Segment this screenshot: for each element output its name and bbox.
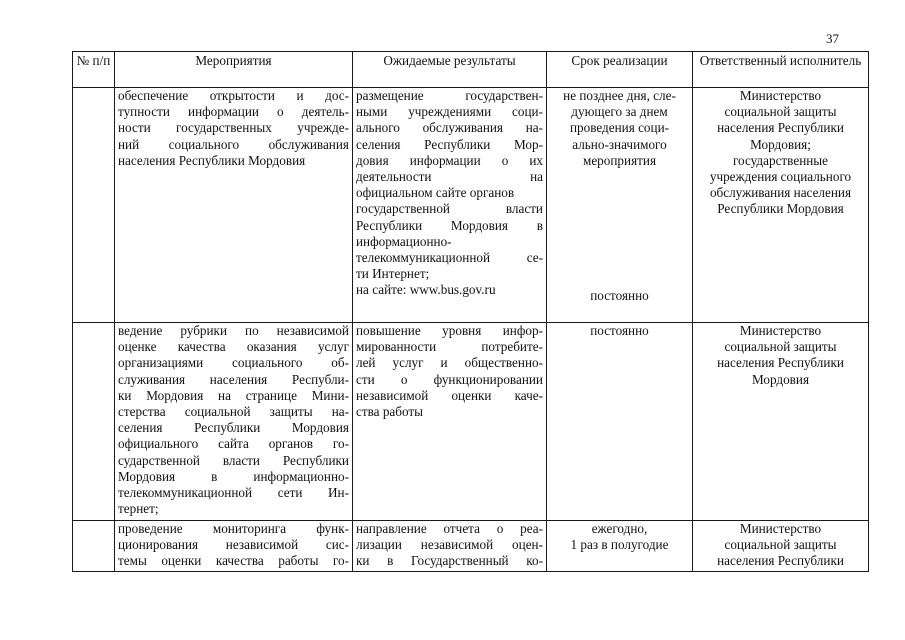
result-line: независимой оценки каче- <box>356 387 543 403</box>
activity-cell <box>115 521 353 572</box>
activity-line: тупности информации о деятель- <box>118 104 349 120</box>
responsible-line: Министерство <box>739 521 822 536</box>
measures-table <box>72 51 869 572</box>
result-line: довия информации о их <box>356 152 543 168</box>
table-row <box>73 88 869 323</box>
term-line: проведения соци- <box>569 120 670 136</box>
header-num: № п/п <box>73 52 115 88</box>
table-header-row <box>73 52 869 88</box>
result-cell <box>353 88 547 323</box>
responsible-line: Мордовия <box>751 371 810 387</box>
term-permanent: постоянно <box>590 287 649 303</box>
activity-line: селения Республики Мордовия <box>118 420 349 436</box>
activity-line: служивания населения Республи- <box>118 371 349 387</box>
responsible-line: социальной защиты <box>724 537 837 553</box>
responsible-cell <box>693 323 869 521</box>
activity-line: проведение мониторинга функ- <box>118 521 349 536</box>
responsible-line: Министерство <box>739 88 822 103</box>
result-line: информационно- <box>356 233 452 249</box>
result-line: ального обслуживания на- <box>356 120 543 136</box>
header-term: Срок реализации <box>547 52 693 88</box>
term-line: ежегодно, <box>591 521 648 536</box>
responsible-line: Мордовия; <box>750 136 811 152</box>
row-number-cell <box>73 88 115 323</box>
responsible-cell <box>693 521 869 572</box>
activity-line: населения Республики Мордовия <box>118 152 306 168</box>
result-line: ства работы <box>356 404 424 420</box>
responsible-line: населения Республики <box>717 553 844 569</box>
term-line: 1 раз в полугодие <box>570 537 669 553</box>
result-line: деятельности на <box>356 169 543 185</box>
term-line: дующего за днем <box>571 104 668 120</box>
result-line: размещение государствен- <box>356 88 543 103</box>
result-line: государственной власти <box>356 201 543 217</box>
activity-line: организациями социального об- <box>118 355 349 371</box>
activity-line: ционирования независимой сис- <box>118 537 349 553</box>
activity-line: телекоммуникационной сети Ин- <box>118 485 349 501</box>
term-line: мероприятия <box>582 152 657 168</box>
term-cell <box>547 88 693 323</box>
responsible-cell <box>693 88 869 323</box>
responsible-line: социальной защиты <box>724 339 837 355</box>
header-activities: Мероприятия <box>115 52 353 88</box>
activity-line: сударственной власти Республики <box>118 452 349 468</box>
header-results: Ожидаемые результаты <box>353 52 547 88</box>
result-line: ти Интернет; <box>356 266 430 282</box>
row-number-cell <box>73 521 115 572</box>
activity-line: оценке качества оказания услуг <box>118 339 349 355</box>
responsible-line: Республики Мордовия <box>717 201 844 217</box>
result-line: повышение уровня инфор- <box>356 323 543 338</box>
responsible-line: обслуживания населения <box>709 185 852 201</box>
result-cell <box>353 521 547 572</box>
result-line: телекоммуникационной се- <box>356 250 543 266</box>
term-cell <box>547 521 693 572</box>
term-line: постоянно <box>590 323 649 338</box>
responsible-line: населения Республики <box>717 355 844 371</box>
activity-line: ности государственных учрежде- <box>118 120 349 136</box>
responsible-line: учреждения социального <box>709 169 852 185</box>
result-line: на сайте: www.bus.gov.ru <box>356 282 496 298</box>
activity-line: темы оценки качества работы го- <box>118 553 349 569</box>
result-line: мированности потребите- <box>356 339 543 355</box>
activity-line: ний социального обслуживания <box>118 136 349 152</box>
result-cell <box>353 323 547 521</box>
result-line: ными учреждениями соци- <box>356 104 543 120</box>
activity-line: обеспечение открытости и дос- <box>118 88 349 103</box>
result-line: лей услуг и общественно- <box>356 355 543 371</box>
activity-line: Мордовия в информационно- <box>118 468 349 484</box>
result-line: ки в Государственный ко- <box>356 553 543 569</box>
activity-line: стерства социальной защиты на- <box>118 404 349 420</box>
responsible-line: Министерство <box>739 323 822 338</box>
result-line: лизации независимой оцен- <box>356 537 543 553</box>
row-number-cell <box>73 323 115 521</box>
activity-line: тернет; <box>118 501 159 517</box>
table-row <box>73 323 869 521</box>
table-row <box>73 521 869 572</box>
activity-cell <box>115 88 353 323</box>
result-line: селения Республики Мор- <box>356 136 543 152</box>
term-cell <box>547 323 693 521</box>
term-line: не позднее дня, сле- <box>563 88 676 103</box>
activity-line: ведение рубрики по независимой <box>118 323 349 338</box>
activity-line: официального сайта органов го- <box>118 436 349 452</box>
header-responsible: Ответственный исполнитель <box>693 52 869 88</box>
page-number: 37 <box>826 31 839 46</box>
responsible-line: государственные <box>732 152 829 168</box>
activity-line: ки Мордовия на странице Мини- <box>118 387 349 403</box>
term-line: ально-значимого <box>572 136 667 152</box>
activity-cell <box>115 323 353 521</box>
result-line: сти о функционировании <box>356 371 543 387</box>
result-line: Республики Мордовия в <box>356 217 543 233</box>
result-line: направление отчета о реа- <box>356 521 543 536</box>
result-line: официальном сайте органов <box>356 185 515 201</box>
responsible-line: социальной защиты <box>724 104 837 120</box>
responsible-line: населения Республики <box>717 120 844 136</box>
